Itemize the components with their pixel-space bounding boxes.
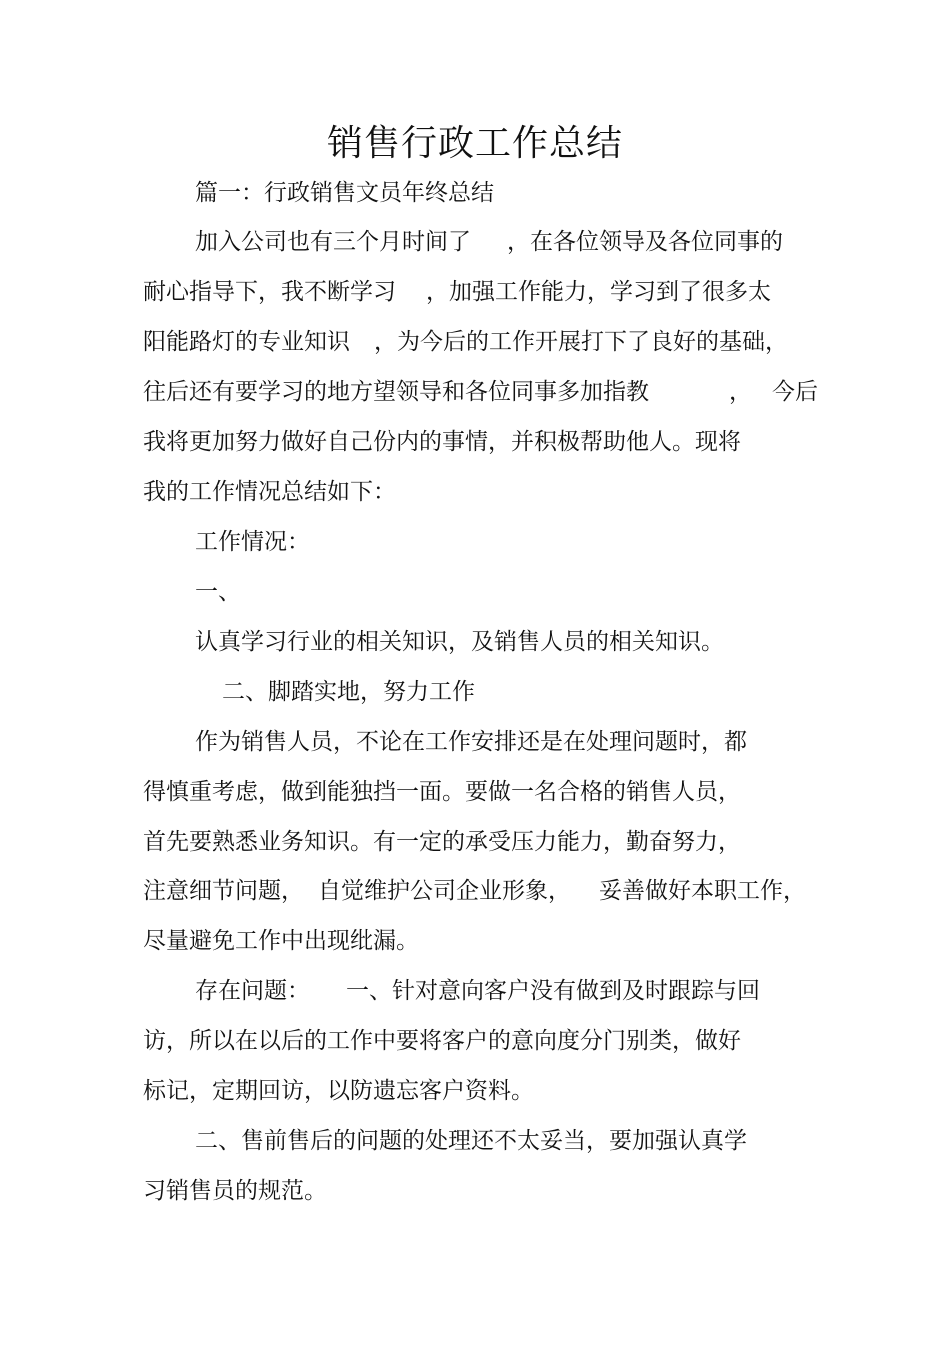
- intro-line-4-part-1: 往后还有要学习的地方望领导和各位同事多加指教: [143, 379, 649, 405]
- item2-body-line-2: 得慎重考虑，做到能独挡一面。要做一名合格的销售人员，: [143, 779, 741, 805]
- item2-body-line-3: 首先要熟悉业务知识。有一定的承受压力能力，勤奋努力，: [143, 829, 741, 855]
- intro-line-1: [195, 227, 783, 257]
- item2-body-line-4-part-3: 妥善做好本职工作，: [599, 878, 806, 904]
- item2-body-line-4-part-1: 注意细节问题，: [143, 878, 304, 904]
- intro-line-1-part-2: ，在各位领导及各位同事的: [507, 229, 783, 255]
- intro-line-5: 我将更加努力做好自己份内的事情，并积极帮助他人。现将: [143, 429, 741, 455]
- problems-line-3: 标记，定期回访，以防遗忘客户资料。: [143, 1078, 534, 1104]
- intro-line-3: [143, 327, 788, 357]
- intro-line-2-part-2: ，加强工作能力，学习到了很多太: [426, 279, 771, 305]
- intro-line-1-part-1: 加入公司也有三个月时间了: [195, 229, 471, 255]
- document-subtitle: 篇一：行政销售文员年终总结: [195, 180, 494, 206]
- problems-line-2: 访，所以在以后的工作中要将客户的意向度分门别类，做好: [143, 1028, 741, 1054]
- problems-line-1: [195, 976, 760, 1006]
- item2-body-line-4-part-2: 自觉维护公司企业形象，: [318, 878, 571, 904]
- intro-line-2-part-1: 耐心指导下，我不断学习: [143, 279, 396, 305]
- intro-line-4: [143, 377, 818, 407]
- problem2-line-2: 习销售员的规范。: [143, 1178, 327, 1204]
- intro-line-4-part-3: 今后: [772, 379, 818, 405]
- item2-body-line-5: 尽量避免工作中出现纰漏。: [143, 928, 419, 954]
- item1-text: 认真学习行业的相关知识，及销售人员的相关知识。: [195, 629, 724, 655]
- intro-line-6: 我的工作情况总结如下：: [143, 479, 396, 505]
- problem2-line-1: 二、售前售后的问题的处理还不太妥当，要加强认真学: [195, 1128, 747, 1154]
- problems-line-1-text: 一、针对意向客户没有做到及时跟踪与回: [346, 978, 760, 1004]
- intro-line-2: [143, 277, 771, 307]
- work-label: 工作情况：: [195, 529, 310, 555]
- problems-label: 存在问题：: [195, 978, 310, 1004]
- item2-body-line-1: 作为销售人员，不论在工作安排还是在处理问题时，都: [195, 729, 747, 755]
- item2-heading: 二、脚踏实地，努力工作: [222, 679, 475, 705]
- intro-line-3-part-2: ，为今后的工作开展打下了良好的基础，: [374, 329, 788, 355]
- document-title: 销售行政工作总结: [326, 123, 623, 164]
- item2-body-line-4: [143, 876, 806, 906]
- intro-line-3-part-1: 阳能路灯的专业知识: [143, 329, 350, 355]
- item1-number: 一、: [195, 579, 241, 605]
- intro-line-4-part-2: ，: [729, 379, 752, 405]
